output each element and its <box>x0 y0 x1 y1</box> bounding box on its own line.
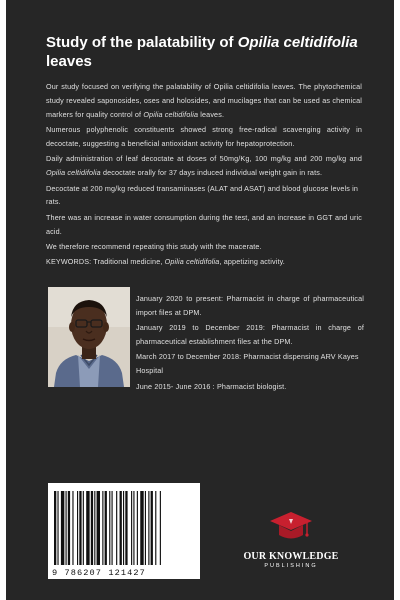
abstract-paragraph: Decoctate at 200 mg/kg reduced transaminases (ALAT and ASAT) and blood glucose levels in rats. <box>46 183 359 207</box>
barcode-bar <box>148 491 149 565</box>
barcode-bar <box>137 491 138 565</box>
barcode-bar <box>131 491 132 565</box>
abstract-paragraph: We therefore recommend repeating this study with the macerate. <box>46 241 262 251</box>
barcode-bar <box>155 491 156 565</box>
author-photo <box>48 287 130 387</box>
bio-entry: March 2017 to December 2018: Pharmacist dispensing ARV Kayes Hospital <box>136 352 359 376</box>
barcode-bar <box>57 491 58 565</box>
barcode-bar <box>105 491 107 565</box>
barcode-bar <box>72 491 73 565</box>
barcode-bar <box>145 491 146 565</box>
abstract-paragraph: Numerous polyphenolic constituents showed strong free-radical scavenging activity in decoctate, suggesting a beneficial antioxidant activity for hepatoprotection. <box>46 125 362 149</box>
bio-entry: January 2020 to present: Pharmacist in charge of pharmaceutical import files at DPM. <box>136 294 364 317</box>
barcode-bar <box>125 491 127 565</box>
keywords: KEYWORDS: Traditional medicine, Opilia celtidifolia, appetizing activity. <box>46 257 285 267</box>
barcode-bar <box>79 491 81 565</box>
publisher-logo <box>236 510 346 569</box>
graduation-cap-icon <box>269 510 313 544</box>
barcode-bar <box>61 491 64 565</box>
abstract-paragraph: Daily administration of leaf decoctate at doses of 50mg/Kg, 100 mg/kg and 200 mg/kg and Opilia celtidifolia decoctate orally for 37 days induced individual weight gain in rats. <box>46 154 362 178</box>
barcode-bar <box>112 491 113 565</box>
abstract-paragraph: There was an increase in water consumption during the test, and an increase in GGT and uric acid. <box>46 212 362 236</box>
barcode-bar <box>94 491 95 565</box>
barcode-bar <box>102 491 103 565</box>
book-back-cover <box>6 0 394 600</box>
title-species-name: Opilia celtidifolia <box>237 34 358 51</box>
bio-entry: January 2019 to December 2019: Pharmacist in charge of pharmaceutical establishment files at the DPM. <box>136 323 364 346</box>
barcode-bar <box>109 491 110 565</box>
barcode-bar <box>116 491 117 565</box>
publisher-name: OUR KNOWLEDGE <box>243 551 339 562</box>
barcode-bar <box>120 491 122 565</box>
publisher-subtitle: PUBLISHING <box>264 563 318 569</box>
barcode-bar <box>160 491 161 565</box>
barcode-bar <box>123 491 124 565</box>
author-portrait <box>48 287 130 387</box>
abstract <box>46 80 362 271</box>
isbn-barcode <box>48 483 200 579</box>
book-title: Study of the palatability of Opilia celtidifolia leaves <box>46 34 358 70</box>
barcode-bar <box>54 491 56 565</box>
barcode-bar <box>83 491 84 565</box>
bio-entry: June 2015- June 2016 : Pharmacist biologist. <box>136 381 287 391</box>
barcode-bar <box>66 491 67 565</box>
barcode-bar <box>91 491 93 565</box>
barcode-bar <box>133 491 134 565</box>
barcode-bars <box>48 483 200 579</box>
barcode-digits: 9 786207 121427 <box>52 568 146 578</box>
abstract-paragraph: Our study focused on verifying the palatability of Opilia celtidifolia leaves. The phytochemical study revealed saponosides, oses and holosides, and mucilages that can be used as chemical markers for quality control of Opilia celtidifolia leaves. <box>46 82 362 119</box>
barcode-bar <box>77 491 78 565</box>
barcode-bar <box>68 491 70 565</box>
author-bio <box>136 292 364 395</box>
barcode-bar <box>151 491 153 565</box>
barcode-bar <box>97 491 100 565</box>
barcode-bar <box>86 491 89 565</box>
barcode-bar <box>140 491 143 565</box>
